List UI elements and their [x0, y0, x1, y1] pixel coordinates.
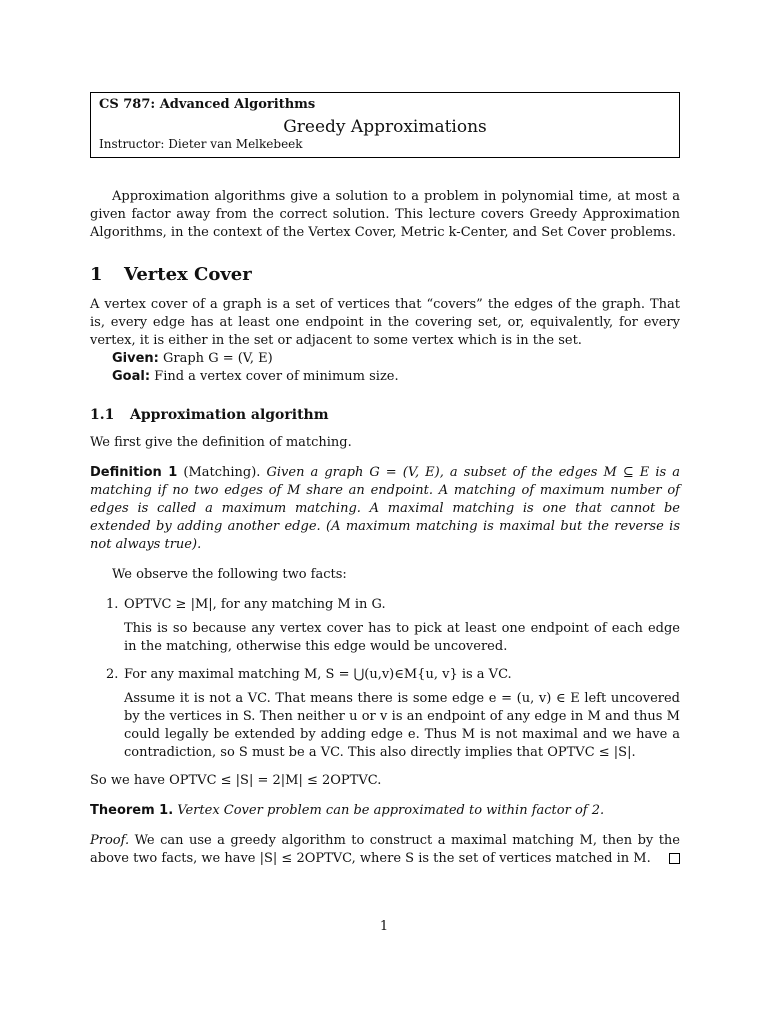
subsection-number: 1.1: [90, 407, 115, 423]
intro-paragraph: Approximation algorithms give a solution to a problem in polynomial time, at most a given factor away from the correct solution. This lecture covers Greedy Approximation Algorithms, in the context of the Vertex Cover, Metric k-Center, and Set Cover problems.: [90, 189, 680, 240]
proof-block: [90, 832, 680, 868]
fact-number: 1.: [106, 597, 119, 612]
theorem-text: Vertex Cover problem can be approximated to within factor of 2.: [177, 803, 605, 818]
fact-explanation: Assume it is not a VC. That means there is some edge e = (u, v) ∈ E left uncovered by the vertices in S. Then neither u or v is an endpoint of any edge in M and thus M could legally be extended by adding edge e. Thus M is not maximal and we have a contradiction, so S must be a VC. This also directly implies that OPTVC ≤ |S|.: [124, 691, 680, 760]
lecture-title: Greedy Approximations: [283, 117, 487, 137]
definition-label: Definition 1: [90, 465, 178, 480]
page-content: [90, 92, 680, 868]
fact-statement: OPTVC ≥ |M|, for any matching M in G.: [124, 597, 386, 612]
section-body: A vertex cover of a graph is a set of vertices that “covers” the edges of the graph. That is, every edge has at least one endpoint in the covering set, or, equivalently, for every vertex, it is either in the set or adjacent to some vertex which is in the set.: [90, 297, 680, 348]
so-we-have-line: So we have OPTVC ≤ |S| = 2|M| ≤ 2OPTVC.: [90, 773, 382, 788]
fact-explanation: This is so because any vertex cover has to pick at least one endpoint of each edge in the matching, otherwise this edge would be uncovered.: [124, 621, 680, 654]
list-item: [90, 666, 680, 762]
goal-text: Find a vertex cover of minimum size.: [154, 369, 399, 384]
facts-intro: We observe the following two facts:: [112, 567, 347, 582]
subsection-heading: [90, 406, 680, 424]
page-number: 1: [379, 919, 389, 934]
theorem-block: [90, 802, 680, 820]
definition-name: (Matching).: [183, 465, 261, 480]
definition-text: Given a graph G = (V, E), a subset of the edges M ⊆ E is a matching if no two edges of M share an endpoint. A matching of maximum number of edges is called a maximum matching. A maximal matching is one that cannot be extended by adding another edge. (A maximum matching is maximal but the reverse is not always true).: [90, 465, 680, 552]
instructor-line: Instructor: Dieter van Melkebeek: [99, 137, 303, 151]
qed-square-icon: [669, 853, 680, 864]
fact-statement: For any maximal matching M, S = ⋃(u,v)∈M{u, v} is a VC.: [124, 667, 512, 682]
theorem-label: Theorem 1.: [90, 803, 174, 818]
given-line: [90, 350, 680, 368]
subsection-lead: We first give the definition of matching.: [90, 435, 352, 450]
lecture-header-box: [90, 92, 680, 158]
goal-line: [90, 368, 680, 386]
section-number: 1: [90, 264, 103, 285]
proof-label: Proof.: [90, 833, 130, 848]
subsection-title: Approximation algorithm: [130, 407, 329, 423]
goal-label: Goal:: [112, 369, 151, 384]
fact-number: 2.: [106, 667, 119, 682]
list-item: [90, 596, 680, 656]
definition-block: [90, 464, 680, 554]
proof-text: We can use a greedy algorithm to construct a maximal matching M, then by the above two facts, we have |S| ≤ 2OPTVC, where S is the set of vertices matched in M.: [90, 833, 680, 866]
given-label: Given:: [112, 351, 159, 366]
facts-list: [90, 596, 680, 762]
given-text: Graph G = (V, E): [163, 351, 273, 366]
section-heading: [90, 266, 680, 284]
course-name: CS 787: Advanced Algorithms: [99, 97, 316, 112]
section-title: Vertex Cover: [124, 264, 252, 285]
